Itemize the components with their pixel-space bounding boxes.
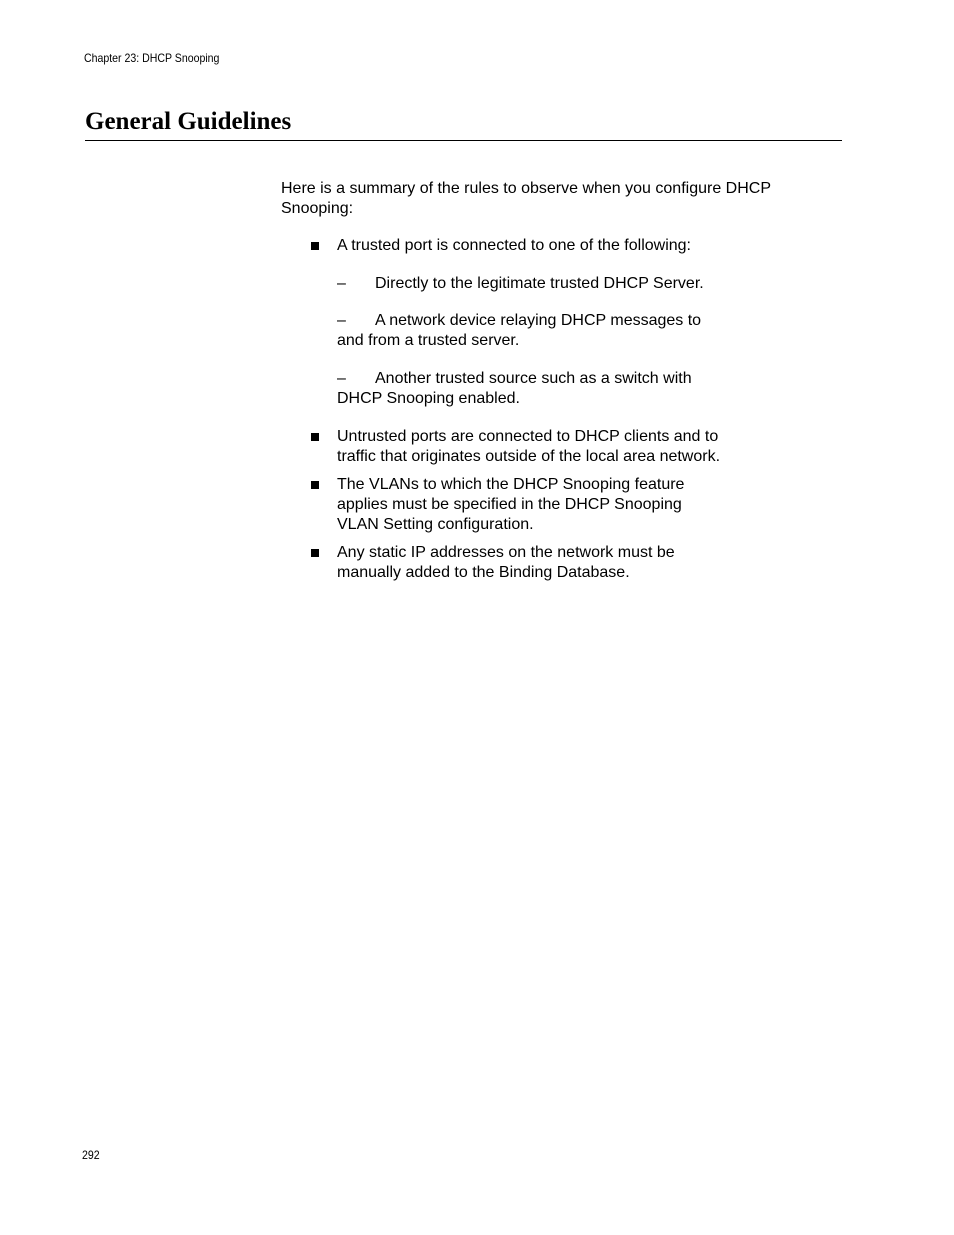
- bullet-text: [337, 427, 720, 467]
- dash-marker: –: [337, 312, 346, 329]
- sub-item-text: Directly to the legitimate trusted DHCP Server.: [375, 275, 704, 292]
- bullet-line: The VLANs to which the DHCP Snooping feature: [337, 476, 685, 493]
- bullet-text: [337, 543, 675, 583]
- section-title: General Guidelines: [85, 108, 292, 135]
- sub-item-text: DHCP Snooping enabled.: [337, 390, 520, 407]
- bullet-marker: [311, 481, 319, 489]
- bullet-line: manually added to the Binding Database.: [337, 564, 630, 581]
- bullet-marker: [311, 433, 319, 441]
- title-rule: [85, 140, 842, 141]
- bullet-line: traffic that originates outside of the local area network.: [337, 448, 721, 465]
- intro-line: Snooping:: [281, 200, 354, 217]
- sub-item-text: A network device relaying DHCP messages to: [375, 312, 702, 329]
- dash-marker: –: [337, 370, 346, 387]
- dash-marker: –: [337, 275, 346, 292]
- bullet-marker: [311, 242, 319, 250]
- page-number: 292: [82, 1148, 100, 1162]
- sub-item-text: Another trusted source such as a switch with: [375, 370, 692, 387]
- intro-paragraph: [281, 179, 821, 219]
- bullet-text: [337, 475, 684, 535]
- bullet-marker: [311, 549, 319, 557]
- sub-item-text: and from a trusted server.: [337, 332, 520, 349]
- bullet-line: VLAN Setting configuration.: [337, 516, 534, 533]
- intro-line: Here is a summary of the rules to observe when you configure DHCP: [281, 180, 771, 197]
- bullet-line: Any static IP addresses on the network must be: [337, 544, 675, 561]
- running-header: Chapter 23: DHCP Snooping: [84, 51, 220, 65]
- bullet-line: applies must be specified in the DHCP Snooping: [337, 496, 682, 513]
- bullet-line: Untrusted ports are connected to DHCP clients and to: [337, 428, 719, 445]
- bullet-text: A trusted port is connected to one of the following:: [337, 237, 691, 254]
